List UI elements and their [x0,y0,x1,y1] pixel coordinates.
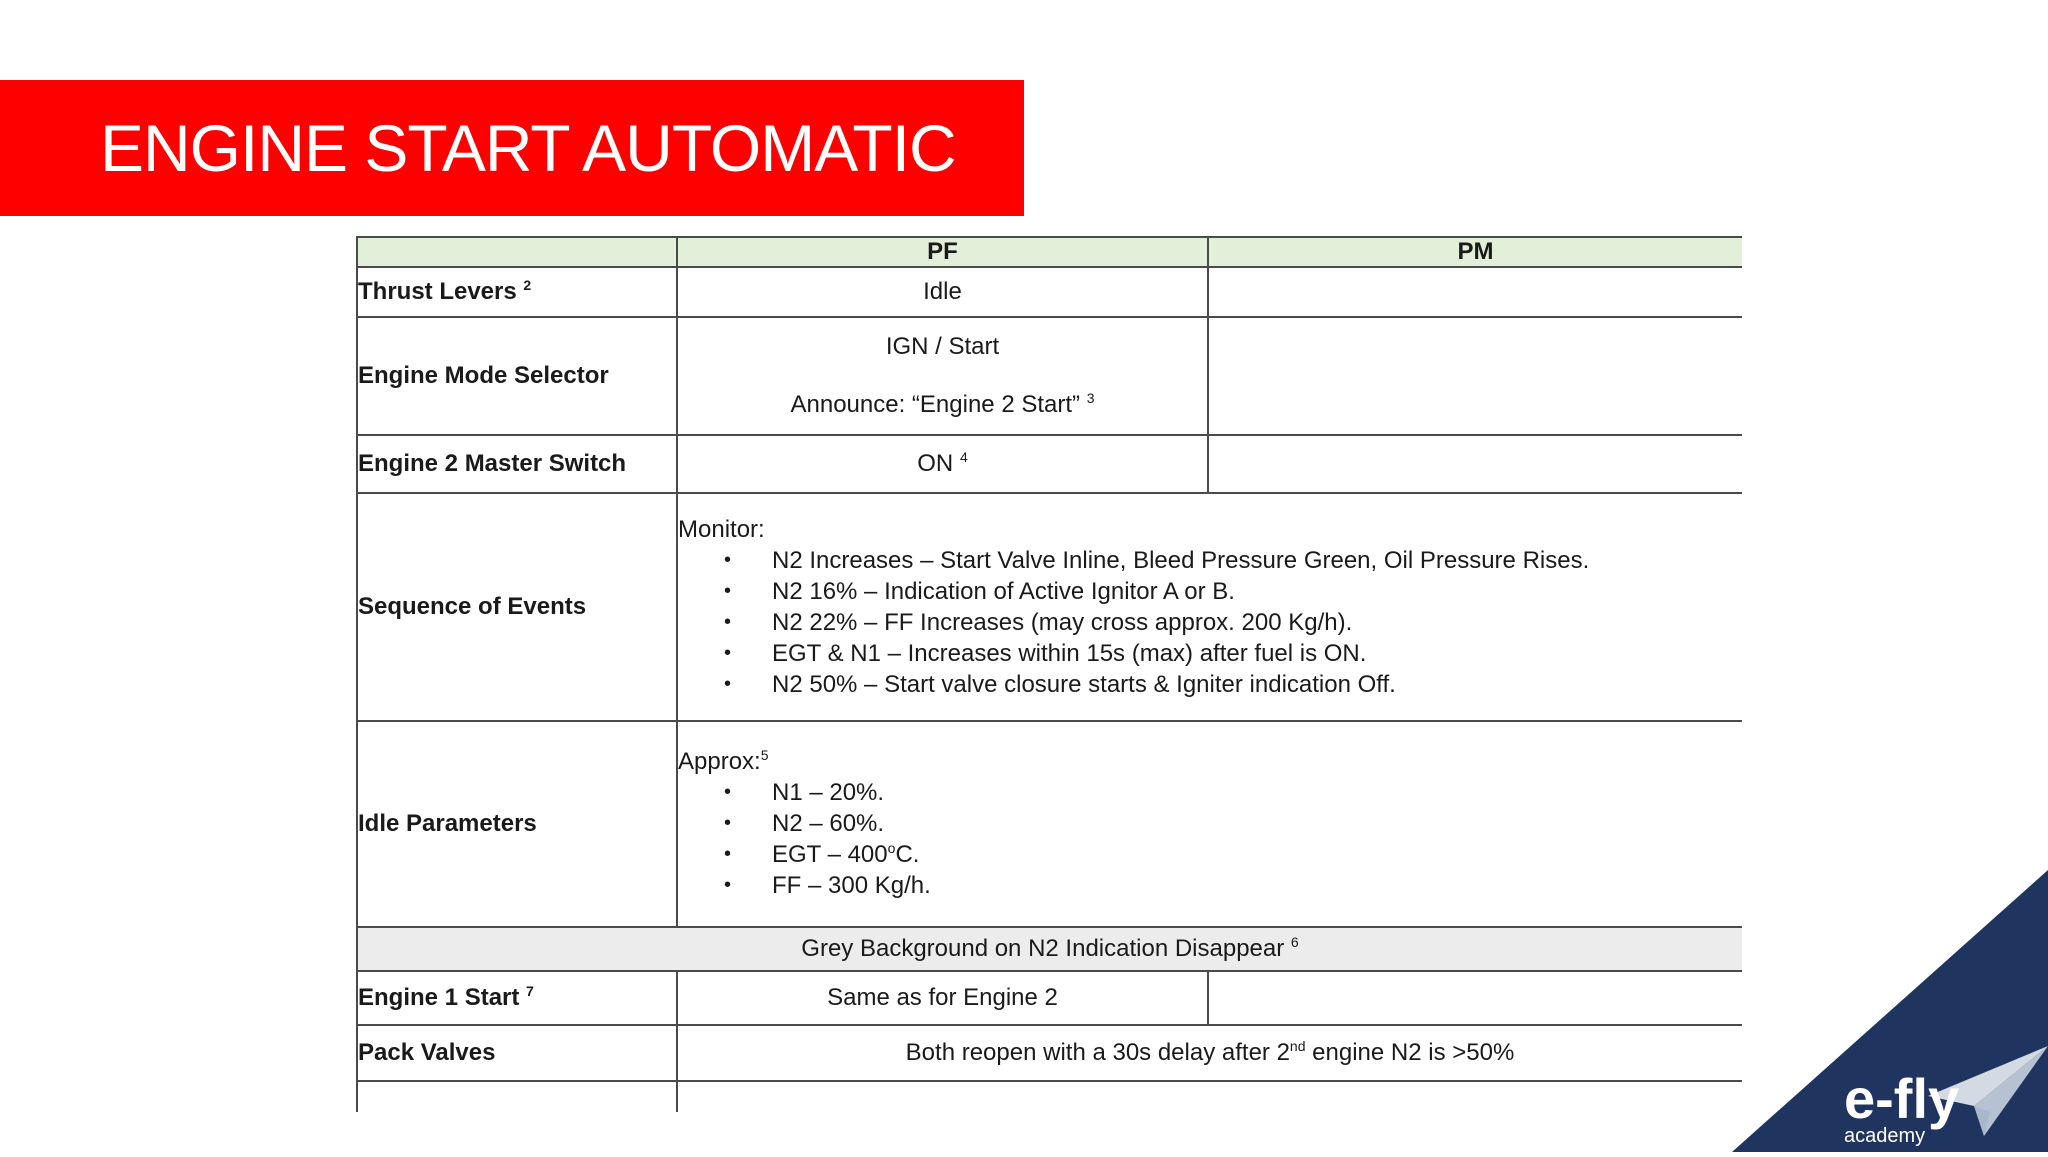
bullet-icon: • [724,548,732,571]
table-row [357,317,1742,435]
header-pf: PF [677,237,1208,267]
list-item [678,607,1742,638]
pm-cell [1208,971,1742,1025]
grey-row-cell [357,927,1742,971]
list-item [678,808,1742,839]
list-item-text: N2 Increases – Start Valve Inline, Bleed Pressure Green, Oil Pressure Rises. [772,546,1590,574]
list-item [678,777,1742,808]
header-blank-cell [357,237,677,267]
ordinal-sup: nd [1289,1038,1306,1054]
row-label: Thrust Levers [358,278,517,305]
logo-graphic [1732,870,2048,1152]
list-item [678,870,1742,901]
idle-cell [677,721,1742,927]
list-item-text: N2 22% – FF Increases (may cross approx. 200 Kg/h). [772,608,1353,636]
list-item [678,839,1742,870]
tail-cell [677,1081,1742,1112]
procedure-sheet [356,236,1742,1112]
bullet-icon: • [724,874,732,896]
list-item [678,669,1742,700]
list-item-text: FF – 300 Kg/h. [772,872,931,899]
pf-cell [677,435,1208,493]
egt-unit: C. [895,841,920,868]
list-item-text: N2 16% – Indication of Active Ignitor A or B. [772,577,1235,605]
row-label: Engine 1 Start [358,984,520,1011]
table-row [357,435,1742,493]
list-item-text: N2 50% – Start valve closure starts & Igniter indication Off. [772,670,1396,698]
table-row [357,971,1742,1025]
bullet-icon: • [724,843,732,865]
tail-cell [357,1081,677,1112]
list-heading: Monitor: [678,515,765,543]
header-pm: PM [1208,237,1742,267]
footnote-ref: 7 [526,983,534,999]
pack-text-before: Both reopen with a 30s delay after 2 [905,1039,1290,1066]
logo-brand: e-fly [1844,1067,1960,1130]
idle-list [678,777,1742,901]
degree-sup: o [887,840,896,856]
row-label: Sequence of Events [357,493,677,721]
footnote-ref: 2 [523,277,532,293]
slide-title: ENGINE START AUTOMATIC [100,111,956,185]
table-row [357,927,1742,971]
pm-cell [1208,435,1742,493]
table-row [357,721,1742,927]
list-item [678,638,1742,669]
row-label: Pack Valves [357,1025,677,1081]
bullet-icon: • [724,579,732,602]
table-row [357,1081,1742,1112]
list-heading-text: Approx: [678,748,761,775]
pf-cell [677,317,1208,435]
title-banner [0,80,1024,216]
efly-logo [1732,870,2048,1152]
pm-cell [1208,317,1742,435]
pm-cell [1208,267,1742,317]
footnote-ref: 4 [959,449,968,465]
pf-cell: Idle [677,267,1208,317]
row-label-cell [357,267,677,317]
pf-value: ON [917,450,954,477]
list-item-text: N1 – 20%. [772,779,885,806]
list-item-text: EGT & N1 – Increases within 15s (max) after fuel is ON. [772,639,1367,667]
header-row [357,237,1742,267]
logo-sub: academy [1844,1125,1926,1147]
bullet-icon: • [724,672,732,695]
row-label: Engine Mode Selector [357,317,677,435]
list-item [678,576,1742,607]
row-label: Idle Parameters [357,721,677,927]
pf-cell: Same as for Engine 2 [677,971,1208,1025]
row-label-cell [357,971,677,1025]
pack-text-after: engine N2 is >50% [1305,1039,1515,1066]
bullet-icon: • [724,610,732,633]
row-label: Engine 2 Master Switch [357,435,677,493]
pf-action: IGN / Start [885,333,1000,360]
list-item [678,545,1742,576]
table-row [357,493,1742,721]
list-item-text: N2 – 60%. [772,810,885,837]
footnote-ref: 3 [1086,390,1095,406]
sequence-list [678,545,1742,700]
pf-callout [678,391,1207,419]
grey-row-text: Grey Background on N2 Indication Disappear [801,935,1285,962]
list-item-text: EGT – 400 [772,841,888,868]
list-heading [678,747,1742,777]
bullet-icon: • [724,812,732,834]
table-row [357,267,1742,317]
bullet-icon: • [724,641,732,664]
callout-text: Announce: “Engine 2 Start” [790,391,1081,418]
footnote-ref: 6 [1290,934,1299,950]
bullet-icon: • [724,781,732,803]
pack-cell [677,1025,1742,1081]
footnote-ref: 5 [760,747,769,763]
sequence-cell [677,493,1742,721]
procedure-table [356,236,1742,1112]
table-row [357,1025,1742,1081]
